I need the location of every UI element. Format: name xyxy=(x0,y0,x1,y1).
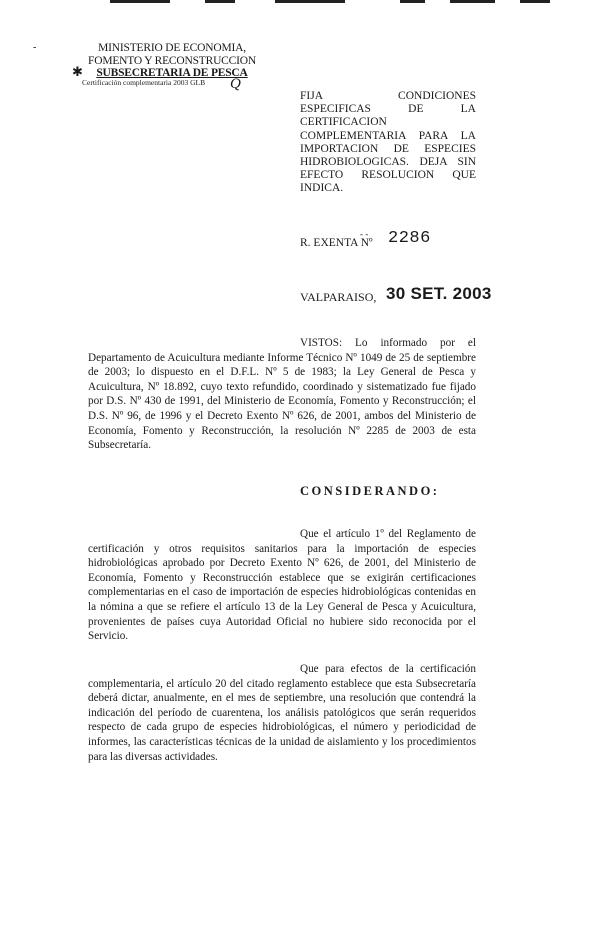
document-title: FIJA CONDICIONES ESPECIFICAS DE LA CERTIFICACION COMPLEMENTARIA PARA LA IMPORTACION DE ESPECIES HIDROBIOLOGICAS. DEJA SIN EFECTO RESOLUCION QUE INDICA. xyxy=(300,90,476,195)
asterisk-mark-icon: ✱ xyxy=(72,64,83,79)
vistos-text: VISTOS: Lo informado por el Departamento de Acuicultura mediante Informe Técnico Nº 1049 de 25 de septiembre de 2003; lo dispuesto en el D.F.L. Nº 5 de 1983; la Ley General de Pesca y Acuicultura, Nº 18.892, cuyo texto refundido, coordinado y sistematizado fue fijado por D.S. Nº 430 de 1991, del Ministerio de Economía, Fomento y Reconstrucción; el D.S. Nº 96, de 1996 y el Decreto Exento Nº 626, de 2001, ambos del Ministerio de Economía, Fomento y Reconstrucción, la resolución Nº 2285 de 2003 de esta Subsecretaría. xyxy=(88,337,476,452)
resolution-line xyxy=(300,229,431,249)
date-stamp: 30 SET. 2003 xyxy=(386,284,492,303)
margin-mark: - xyxy=(33,42,37,53)
file-reference: Certificación complementaria 2003 GLB xyxy=(82,78,206,87)
considerando-1-text: Que el artículo 1º del Reglamento de certificación y otros requisitos sanitarios para la importación de especies hidrobiológicas aprobado por Decreto Exento Nº 626, de 2001, del Ministerio de Economía, Fomento y Reconstrucción establece que se exigirán certificaciones complementarias en el caso de importación de especies hidrobiológicas contenidas en la nómina a que se refiere el artículo 13 de la Ley General de Pesca y Acuicultura, provenientes de países cuya Autoridad Oficial no hubiere sido reconocida por el Servicio. xyxy=(88,528,476,643)
ministry-line-2: FOMENTO Y RECONSTRUCCION xyxy=(88,54,256,67)
stray-marks: - - xyxy=(360,229,369,239)
resolution-label: R. EXENTA Nº xyxy=(300,237,373,249)
considerando-paragraph-2 xyxy=(88,662,476,764)
considerando-paragraph-1 xyxy=(88,527,476,644)
resolution-number: 2286 xyxy=(388,229,431,248)
subsecretaria-line: SUBSECRETARIA DE PESCA xyxy=(96,67,248,79)
letterhead xyxy=(82,42,262,80)
date-line xyxy=(300,284,492,305)
place-label: VALPARAISO, xyxy=(300,290,377,304)
considerando-heading: CONSIDERANDO: xyxy=(300,484,440,498)
considerando-2-text: Que para efectos de la certificación complementaria, el artículo 20 del citado reglamento establece que esta Subsecretaría deberá dictar, anualmente, en el mes de septiembre, una resolución que contendrá la indicación del período de cuarentena, los análisis patológicos que serán requeridos respecto de cada grupo de especies hidrobiológicas, el número y periodicidad de informes, las características técnicas de la unidad de aislamiento y los procedimientos para las diversas actividades. xyxy=(88,663,476,763)
handwritten-initials: Q xyxy=(230,76,241,92)
ministry-line-1: MINISTERIO DE ECONOMIA, xyxy=(98,42,246,54)
scan-edge-marks xyxy=(0,0,600,6)
vistos-paragraph xyxy=(88,336,476,453)
